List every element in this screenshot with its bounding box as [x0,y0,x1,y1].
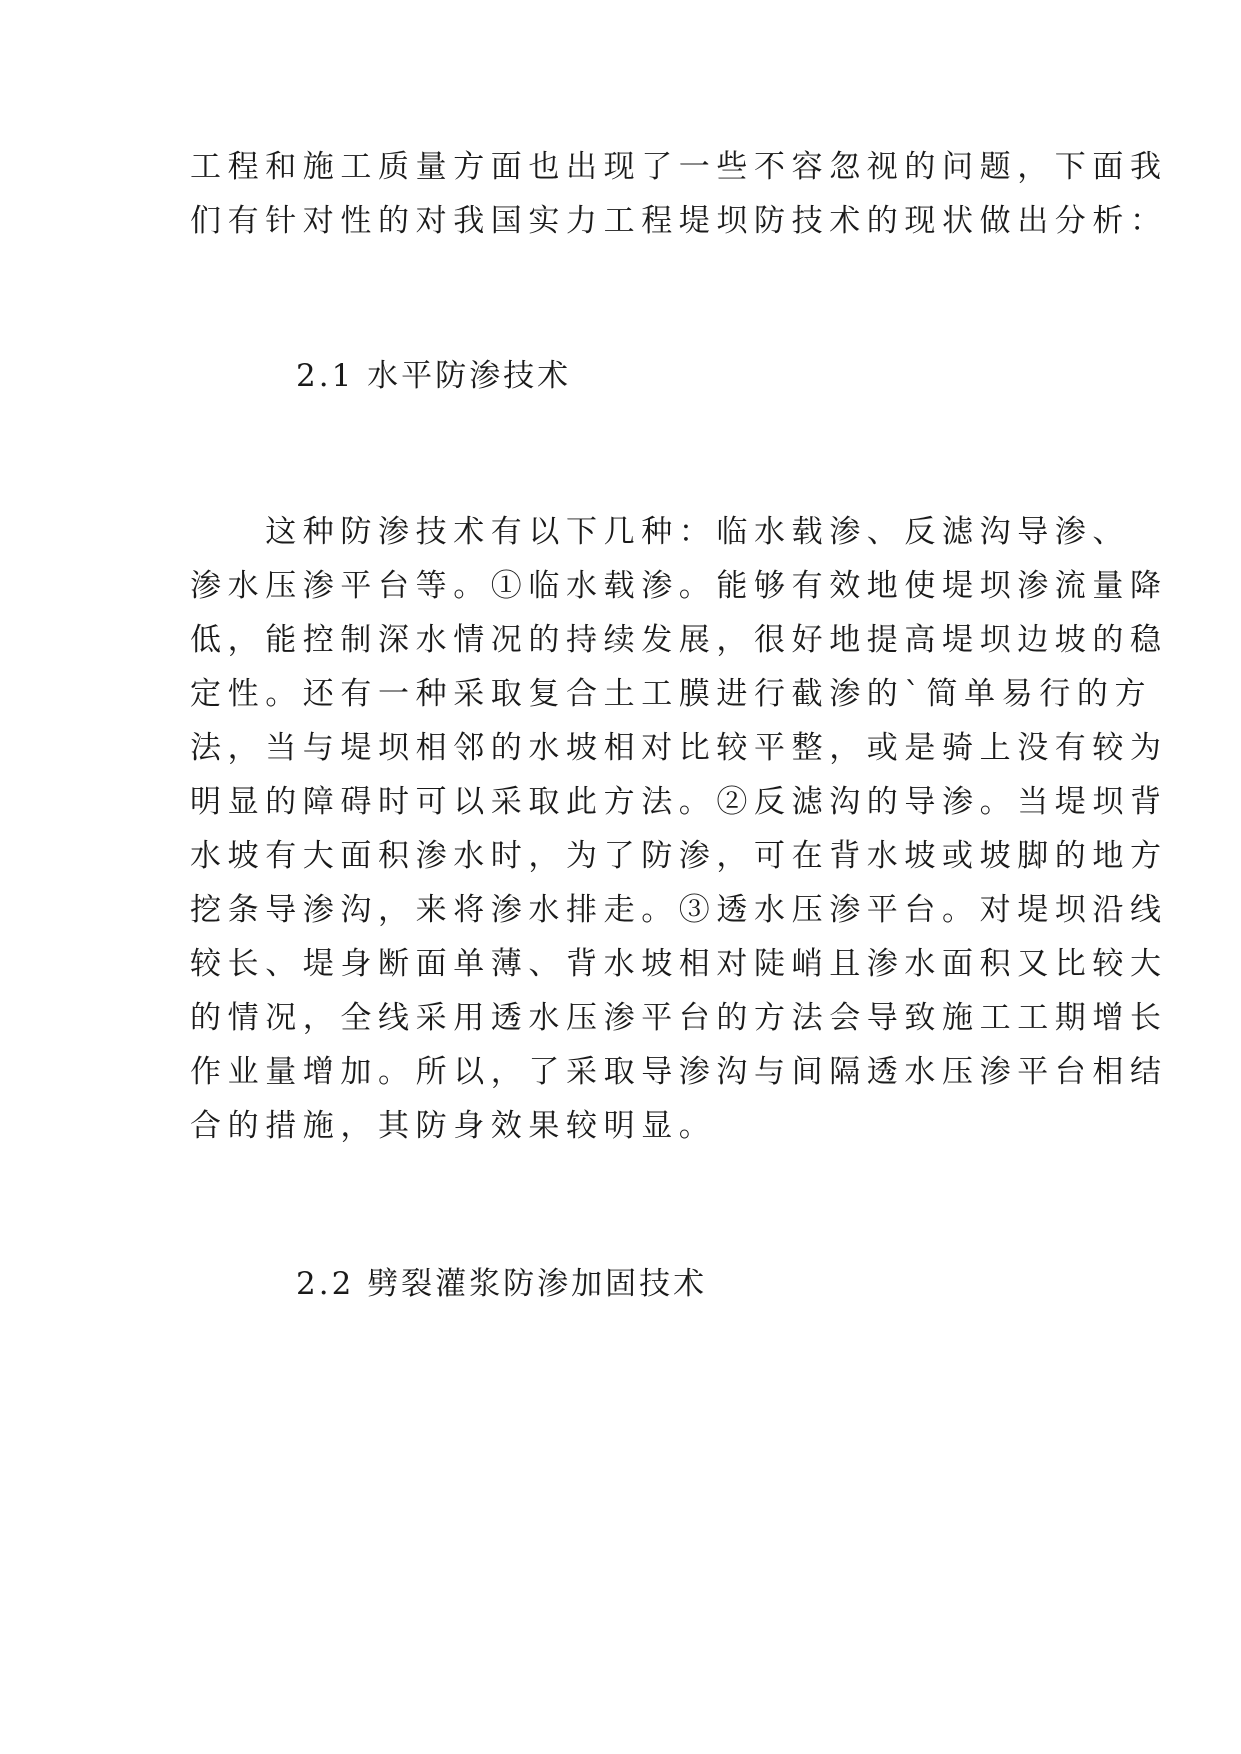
paragraph-line-9: 较长、堤身断面单薄、背水坡相对陡峭且渗水面积又比较大 [190,946,1168,982]
paragraph-line-6: 明显的障碍时可以采取此方法。②反滤沟的导渗。当堤坝背 [190,784,1168,820]
paragraph-line-10: 的情况，全线采用透水压渗平台的方法会导致施工工期增长 [190,1000,1168,1036]
paragraph-line-2: 渗水压渗平台等。①临水载渗。能够有效地使堤坝渗流量降 [190,568,1168,604]
paragraph-line-8: 挖条导渗沟，来将渗水排走。③透水压渗平台。对堤坝沿线 [190,892,1168,928]
intro-line-2: 们有针对性的对我国实力工程堤坝防技术的现状做出分析： [190,203,1168,239]
paragraph-line-4: 定性。还有一种采取复合土工膜进行截渗的`简单易行的方 [190,676,1153,712]
paragraph-line-12: 合的措施，其防身效果较明显。 [190,1108,717,1144]
section-heading-2-2: 2.2 劈裂灌浆防渗加固技术 [296,1266,708,1302]
paragraph-line-11: 作业量增加。所以，了采取导渗沟与间隔透水压渗平台相结 [190,1054,1168,1090]
paragraph-line-7: 水坡有大面积渗水时，为了防渗，可在背水坡或坡脚的地方 [190,838,1168,874]
section-heading-2-1: 2.1 水平防渗技术 [296,358,572,394]
paragraph-line-5: 法，当与堤坝相邻的水坡相对比较平整，或是骑上没有较为 [190,730,1168,766]
paragraph-line-3: 低，能控制深水情况的持续发展，很好地提高堤坝边坡的稳 [190,622,1168,658]
paragraph-line-1: 这种防渗技术有以下几种：临水载渗、反滤沟导渗、 [190,514,1130,550]
intro-line-1: 工程和施工质量方面也出现了一些不容忽视的问题，下面我 [190,149,1168,185]
